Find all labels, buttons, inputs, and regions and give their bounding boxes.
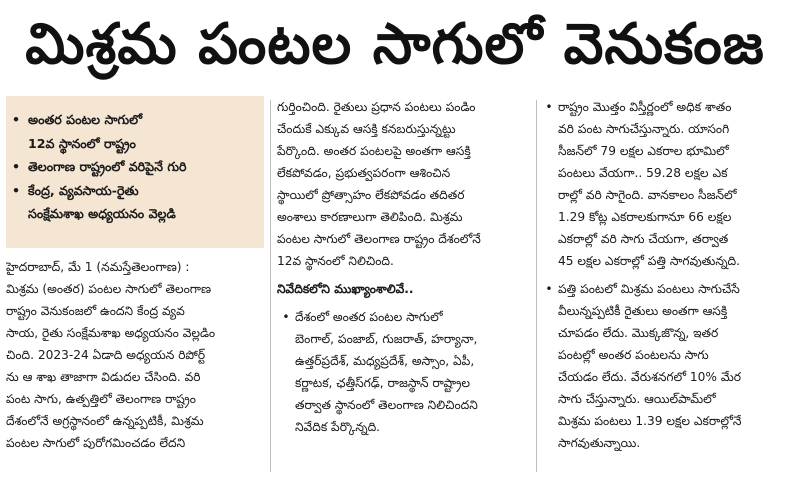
highlight-text: సంక్షేమశాఖ అధ్యయనం వెల్లడి: [28, 206, 176, 221]
bullet-icon: •: [12, 112, 21, 127]
body-line: పంట సాగు, ఉత్పత్తిలో తెలంగాణ రాష్ట్రం: [6, 392, 196, 406]
body-line: పంటలు వేయగా.. 59.28 లక్షల ఎక: [558, 166, 728, 180]
bullet-text: పత్తి పంటలో మిశ్రమ పంటలు సాగుచేసే: [558, 282, 740, 296]
body-line: రాల్లో వరి సాగైంది. వానకాలం సీజన్‌లో: [558, 188, 737, 202]
headline: మిశ్రమ పంటల సాగులో వెనుకంజ: [25, 12, 765, 77]
bullet-icon: •: [12, 159, 21, 174]
highlights-box: [6, 96, 264, 248]
body-line: రాష్ట్రం వెనుకంజలో ఉందని కేంద్ర వ్యవ: [6, 304, 185, 318]
column-2: [277, 96, 535, 438]
body-line: గుర్తించింది. రైతులు ప్రధాన పంటలు పండిం: [277, 100, 476, 114]
body-line: ఎకరాల్లో వరి సాగు చేయగా, తర్వాత: [558, 232, 729, 246]
body-line: పేర్కొంది. అంతర పంటలపై అంతగా ఆసక్తి: [277, 144, 471, 158]
body-line: చూపడం లేదు. మొక్కజొన్న, ఇతర: [558, 326, 719, 340]
highlight-item-continued: [12, 202, 258, 226]
column-divider: [270, 100, 271, 472]
highlight-item: [12, 155, 258, 179]
bullet-icon: •: [545, 282, 553, 296]
highlight-item: [12, 179, 258, 203]
body-line: చింది. 2023-24 ఏడాది అధ్యయన రిపోర్ట్: [6, 348, 206, 362]
body-line: [545, 278, 786, 300]
bullet-text: దేశంలో అంతర పంటల సాగులో: [295, 310, 443, 324]
bullet-text: రాష్ట్రం మొత్తం విస్తీర్ణంలో అధిక శాతం: [558, 100, 732, 114]
highlight-item-continued: [12, 132, 258, 156]
body-line: సాయ, రైతు సంక్షేమశాఖ అధ్యయనం వెల్లడిం: [6, 326, 216, 340]
body-line: పంటల సాగులో పురోగమించడం లేదని: [6, 436, 186, 450]
column-3: [540, 96, 786, 454]
body-line: చేయడం లేదు. వేరుశనగలో 10% మేర: [558, 370, 742, 384]
body-line: [282, 306, 535, 328]
column-divider: [536, 100, 537, 472]
bullet-paragraph: [540, 278, 786, 454]
bullet-paragraph: [277, 306, 535, 438]
body-line: హైదరాబాద్, మే 1 (నమస్తేతెలంగాణ) :: [6, 260, 190, 274]
column-1-body: [6, 256, 264, 454]
body-line: 1.29 కోట్ల ఎకరాలకుగానూ 66 లక్షల: [558, 210, 732, 224]
body-line: మిశ్రమ (అంతర) పంటల సాగులో తెలంగాణ: [6, 282, 212, 296]
body-line: మిశ్రమ పంటలు 1.39 లక్షల ఎకరాల్లోనే: [558, 414, 742, 428]
highlight-text: తెలంగాణ రాష్ట్రంలో వరిపైనే గురి: [28, 159, 187, 174]
bullet-icon: •: [12, 182, 21, 198]
body-line: పంటల్లో అంతర పంటలను సాగు: [558, 348, 709, 362]
body-line: [545, 96, 786, 118]
body-line: నివేదిక పేర్కొన్నది.: [295, 420, 381, 434]
body-line: అంశాలు కారణాలుగా తెలిపింది. మిశ్రమ: [277, 210, 463, 224]
body-line: ను ఆ శాఖ తాజాగా విడుదల చేసింది. వరి: [6, 370, 201, 384]
section-subheading: నివేదికలోని ముఖ్యాంశాలివే..: [277, 282, 414, 296]
highlight-text: కేంద్ర, వ్యవసాయ-రైతు: [28, 182, 139, 198]
body-line: లేకపోవడం, ప్రభుత్వపరంగా ఆశించిన: [277, 166, 451, 180]
body-line: బెంగాల్, పంజాబ్, గుజరాత్, హర్యానా,: [295, 332, 478, 346]
bullet-icon: •: [545, 100, 553, 114]
body-line: సాగు చేస్తున్నారు. ఆయిల్‌పామ్‌లో: [558, 392, 716, 406]
body-line: ఉత్తర్‌ప్రదేశ్, మధ్యప్రదేశ్, అస్సాం, ఏపీ,: [295, 354, 475, 368]
body-line: కర్ణాటక, ఛత్తీస్‌గఢ్, రాజస్థాన్ రాష్ట్రాల: [295, 376, 471, 390]
column-1: [6, 96, 264, 454]
highlight-text: 12వ స్థానంలో రాష్ట్రం: [28, 135, 136, 151]
highlight-item: [12, 108, 258, 132]
body-line: స్థాయిలో ప్రోత్సాహం లేకపోవడం తదితర: [277, 188, 465, 202]
highlight-text: అంతర పంటల సాగులో: [28, 112, 143, 127]
body-line: సీజన్‌లో 79 లక్షల ఎకరాల భూమిలో: [558, 144, 729, 158]
body-line: పంటల సాగులో తెలంగాణ రాష్ట్రం దేశంలోనే: [277, 232, 481, 246]
bullet-paragraph: [540, 96, 786, 272]
body-line: సాగవుతున్నాయి.: [558, 436, 641, 450]
body-line: చేందుకే ఎక్కువ ఆసక్తి కనబరుస్తున్నట్టు: [277, 122, 456, 136]
body-line: 12వ స్థానంలో నిలిచింది.: [277, 254, 394, 268]
body-line: వరి పంట సాగుచేస్తున్నారు. యాసంగి: [558, 122, 730, 136]
body-line: దేశంలోనే అగ్రస్థానంలో ఉన్నప్పటికీ, మిశ్రమ: [6, 414, 204, 428]
body-line: తర్వాత స్థానంలో తెలంగాణ నిలిచిందని: [295, 398, 478, 412]
bullet-icon: •: [282, 310, 290, 324]
body-line: వీలున్నప్పటికీ రైతులు అంతగా ఆసక్తి: [558, 304, 728, 318]
body-line: 45 లక్షల ఎకరాల్లో పత్తి సాగవుతున్నది.: [558, 254, 741, 268]
